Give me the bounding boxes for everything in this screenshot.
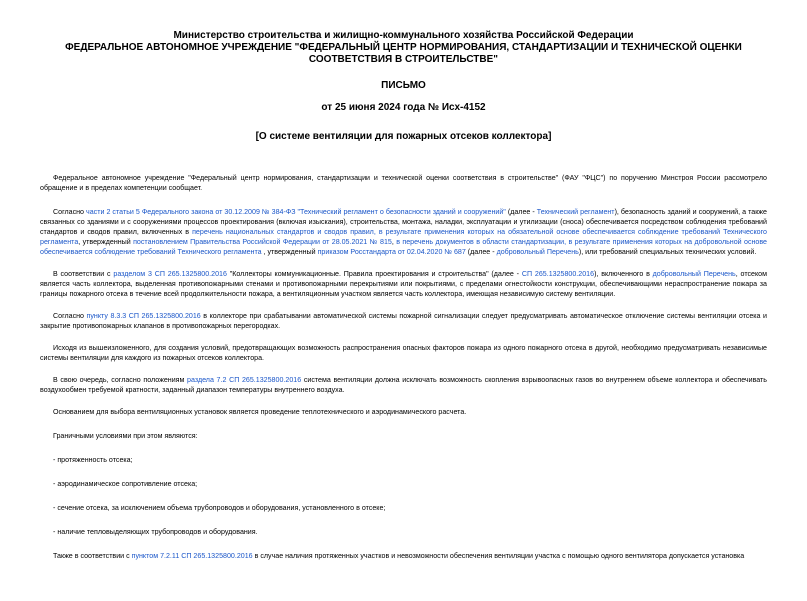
paragraph-conclusion: Исходя из вышеизложенного, для создания условий, предотвращающих возможность распространения опасных факторов пожара из одного пожарного отсека в другой, необходимо предусматривать независимые системы вентиляции для каждого из пожарных отсеков коллектора. bbox=[40, 344, 767, 362]
paragraph-section72 bbox=[40, 375, 767, 395]
text: (далее - bbox=[465, 248, 497, 256]
link-section-72[interactable]: раздела 7.2 СП 265.1325800.2016 bbox=[187, 376, 302, 384]
document-page bbox=[0, 30, 807, 601]
paragraph-boundary-conditions: Граничными условиями при этом являются: bbox=[53, 432, 198, 440]
link-government-decree[interactable]: постановлением Правительства Российской Федерации от 28.05.2021 № 815 bbox=[133, 238, 392, 246]
text: в случае наличия протяженных участков и невозможности обеспечения вентиляции участка с помощью одного вентилятора допускается установка bbox=[252, 552, 745, 560]
text: , утвержденный bbox=[78, 238, 134, 246]
text: , отсеком является часть коллектора, выделенная противопожарными стенами и противопожарными перекрытиями или покрытиями, с пределами огнестойкости конструкции, обеспечивающими нераспространение пожара за границы пожарного отсека в течение всей продолжительности пожара, а вентиляционным участком является часть коллектора, имеющая независимую систему вентиляции. bbox=[40, 270, 767, 298]
document-header bbox=[40, 30, 767, 143]
text: , bbox=[391, 238, 397, 246]
paragraph-section3 bbox=[40, 269, 767, 299]
paragraph-regulation bbox=[40, 207, 767, 257]
link-rosstandart-order[interactable]: приказом Росстандарта от 02.04.2020 № 687 bbox=[317, 248, 466, 256]
text: ), или требований специальных технических условий. bbox=[578, 248, 757, 256]
text: система вентиляции должна исключать возможность скопления взрывоопасных газов во внутреннем объеме коллектора и обеспечивать воздухообмен требуемой кратности, заданный диапазон температуры внутреннего воздуха. bbox=[40, 376, 767, 394]
list-item: - протяженность отсека; bbox=[53, 456, 133, 464]
link-sp-section3[interactable]: разделом 3 СП 265.1325800.2016 bbox=[113, 270, 227, 278]
list-item: - аэродинамическое сопротивление отсека; bbox=[53, 480, 198, 488]
document-type: ПИСЬМО bbox=[381, 80, 426, 91]
link-federal-law[interactable]: части 2 статьи 5 Федерального закона от 30.12.2009 № 384-ФЗ "Технический регламент о безопасности зданий и сооружений" bbox=[86, 208, 506, 216]
paragraph-calculation: Основанием для выбора вентиляционных установок является проведение теплотехнического и аэродинамического расчета. bbox=[53, 408, 467, 416]
text: Согласно bbox=[53, 312, 87, 320]
link-tech-reglament[interactable]: Технический регламент bbox=[536, 208, 615, 216]
list-item: - наличие тепловыделяющих трубопроводов и оборудования. bbox=[53, 528, 258, 536]
agency-name: ФЕДЕРАЛЬНОЕ АВТОНОМНОЕ УЧРЕЖДЕНИЕ "ФЕДЕРАЛЬНЫЙ ЦЕНТР НОРМИРОВАНИЯ, СТАНДАРТИЗАЦИИ И ТЕХНИЧЕСКОЙ ОЦЕНКИ СООТВЕТСТВИЯ В СТРОИТЕЛЬСТВЕ" bbox=[65, 42, 742, 65]
ministry-name: Министерство строительства и жилищно-коммунального хозяйства Российской Федерации bbox=[173, 30, 634, 41]
link-voluntary-perechen[interactable]: добровольный Перечень bbox=[496, 248, 579, 256]
paragraph-point-7211 bbox=[40, 551, 767, 561]
link-voluntary-perechen-2[interactable]: добровольный Перечень bbox=[652, 270, 736, 278]
document-date-number: от 25 июня 2024 года № Исх-4152 bbox=[321, 102, 486, 113]
link-point-833[interactable]: пункту 8.3.3 СП 265.1325800.2016 bbox=[86, 312, 201, 320]
text: В соответствии с bbox=[53, 270, 114, 278]
paragraph-intro: Федеральное автономное учреждение "Федеральный центр нормирования, стандартизации и технической оценки соответствия в строительстве" (ФАУ "ФЦС") по поручению Минстроя России рассмотрело обращение и в пределах компетенции сообщает. bbox=[40, 174, 767, 192]
text: "Коллекторы коммуникационные. Правила проектирования и строительства" (далее - bbox=[226, 270, 522, 278]
paragraph-point-833 bbox=[40, 311, 767, 331]
link-national-standards-list[interactable]: перечень национальных стандартов и сводов правил, в результате применения которых на обязательной основе обеспечивается соблюдение требований Технического регламента bbox=[40, 228, 767, 246]
text: ), безопасность зданий и сооружений, а также связанных со зданиями и с сооружениями процессов проектирования (включая изыскания), строительства, монтажа, наладки, эксплуатации и утилизации (сноса) обеспечивается посредством соблюдения требований стандартов и сводов правил, включенных в bbox=[40, 208, 768, 236]
link-sp-265[interactable]: СП 265.1325800.2016 bbox=[521, 270, 595, 278]
text: , утвержденный bbox=[261, 248, 318, 256]
text: Также в соответствии с bbox=[53, 552, 132, 560]
text: (далее - bbox=[505, 208, 537, 216]
document-subject: [О системе вентиляции для пожарных отсеков коллектора] bbox=[255, 131, 552, 142]
text: в коллекторе при срабатывании автоматической системы пожарной сигнализации следует предусматривать автоматическое отключение системы вентиляции отсека и закрытие противопожарных клапанов в противопожарных перегородках. bbox=[40, 312, 768, 330]
text: В свою очередь, согласно положениям bbox=[53, 376, 188, 384]
link-voluntary-list[interactable]: в перечень документов в области стандартизации, в результате применения которых на добровольной основе обеспечивается соблюдение требований Технического регламента bbox=[40, 238, 767, 256]
link-point-7211[interactable]: пунктом 7.2.11 СП 265.1325800.2016 bbox=[131, 552, 253, 560]
text: ), включенного в bbox=[594, 270, 653, 278]
list-item: - сечение отсека, за исключением объема трубопроводов и оборудования, установленного в отсеке; bbox=[53, 504, 386, 512]
text: Согласно bbox=[53, 208, 87, 216]
document-body bbox=[40, 173, 767, 561]
